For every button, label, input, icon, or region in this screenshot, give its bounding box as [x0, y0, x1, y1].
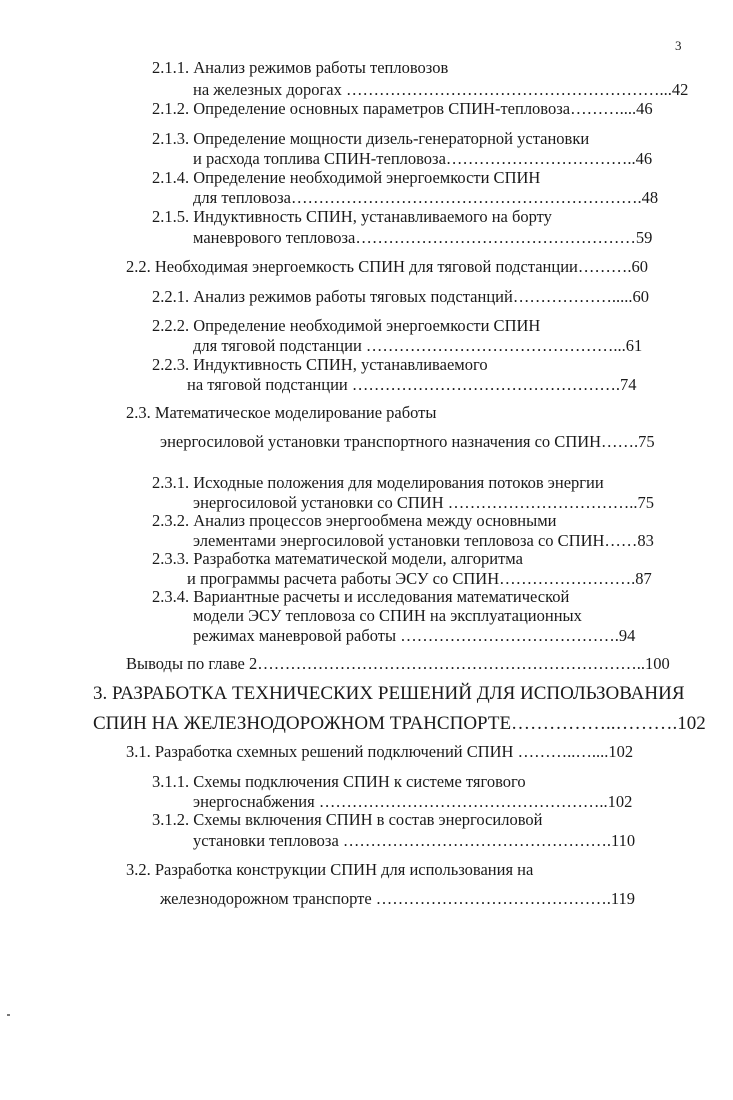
toc-entry-3-2: 3.2. Разработка конструкции СПИН для использования на	[126, 860, 534, 879]
toc-chapter-3: 3. РАЗРАБОТКА ТЕХНИЧЕСКИХ РЕШЕНИЙ ДЛЯ ИСПОЛЬЗОВАНИЯ	[93, 683, 685, 704]
toc-entry-2-3-cont: энергосиловой установки транспортного назначения со СПИН…….75	[160, 432, 655, 451]
toc-entry-2-3-2-cont: элементами энергосиловой установки тепловоза со СПИН……83	[193, 531, 654, 550]
toc-entry-3-2-cont: железнодорожном транспорте …………………………………….119	[160, 889, 636, 908]
toc-entry-2-3-2: 2.3.2. Анализ процессов энергообмена между основными	[152, 511, 557, 530]
page-number: 3	[675, 38, 682, 53]
toc-entry-2-2-2: 2.2.2. Определение необходимой энергоемкости СПИН	[152, 316, 541, 335]
toc-entry-2-3-4-cont: модели ЭСУ тепловоза со СПИН на эксплуатационных	[193, 606, 582, 625]
toc-entry-2-3: 2.3. Математическое моделирование работы	[126, 403, 437, 422]
toc-entry-2-2-1: 2.2.1. Анализ режимов работы тяговых подстанций……………….....60	[152, 287, 649, 306]
toc-entry-2-1-3: 2.1.3. Определение мощности дизель-генераторной установки	[152, 129, 590, 148]
toc-entry-2-2-3: 2.2.3. Индуктивность СПИН, устанавливаемого	[152, 355, 488, 374]
toc-entry-2-3-4: 2.3.4. Вариантные расчеты и исследования математической	[152, 587, 570, 606]
toc-entry-2-1-4-cont: для тепловоза……………………………………………………….48	[193, 188, 659, 207]
toc-entry-2-1-1-cont: на железных дорогах …………………………………………………...42	[193, 80, 689, 99]
toc-entry-3-1-1: 3.1.1. Схемы подключения СПИН к системе тягового	[152, 772, 526, 791]
toc-entry-2-3-1-cont: энергосиловой установки со СПИН ……………………………..75	[193, 493, 655, 512]
toc-entry-conclusions-ch2: Выводы по главе 2……………………………………………………………..100	[126, 654, 670, 673]
toc-entry-2-2-3-cont: на тяговой подстанции ………………………………………….74	[187, 375, 637, 394]
toc-entry-3-1-1-cont: энергоснабжения ……………………………………………..102	[193, 792, 633, 811]
toc-entry-2-3-4-cont2: режимах маневровой работы ………………………………….94	[193, 626, 636, 645]
toc-entry-2-1-4: 2.1.4. Определение необходимой энергоемкости СПИН	[152, 168, 541, 187]
toc-entry-3-1: 3.1. Разработка схемных решений подключений СПИН ………..…....102	[126, 742, 634, 761]
toc-chapter-3-cont: СПИН НА ЖЕЛЕЗНОДОРОЖНОМ ТРАНСПОРТЕ……………..……….102	[93, 713, 706, 734]
toc-entry-2-1-2: 2.1.2. Определение основных параметров СПИН-тепловоза………....46	[152, 99, 653, 118]
toc-entry-2-2-2-cont: для тяговой подстанции ………………………………………...61	[193, 336, 643, 355]
toc-entry-3-1-2-cont: установки тепловоза ………………………………………….110	[193, 831, 636, 850]
toc-entry-2-3-1: 2.3.1. Исходные положения для моделирования потоков энергии	[152, 473, 604, 492]
toc-entry-2-2: 2.2. Необходимая энергоемкость СПИН для тяговой подстанции……….60	[126, 257, 648, 276]
scan-speck	[7, 1014, 10, 1016]
toc-entry-2-1-1: 2.1.1. Анализ режимов работы тепловозов	[152, 58, 449, 77]
toc-entry-2-1-3-cont: и расхода топлива СПИН-тепловоза……………………………..46	[193, 149, 653, 168]
toc-entry-3-1-2: 3.1.2. Схемы включения СПИН в состав энергосиловой	[152, 810, 543, 829]
toc-entry-2-1-5-cont: маневрового тепловоза……………………………………………59	[193, 228, 653, 247]
toc-entry-2-1-5: 2.1.5. Индуктивность СПИН, устанавливаемого на борту	[152, 207, 552, 226]
toc-entry-2-3-3: 2.3.3. Разработка математической модели, алгоритма	[152, 549, 523, 568]
toc-entry-2-3-3-cont: и программы расчета работы ЭСУ со СПИН…………………….87	[187, 569, 652, 588]
